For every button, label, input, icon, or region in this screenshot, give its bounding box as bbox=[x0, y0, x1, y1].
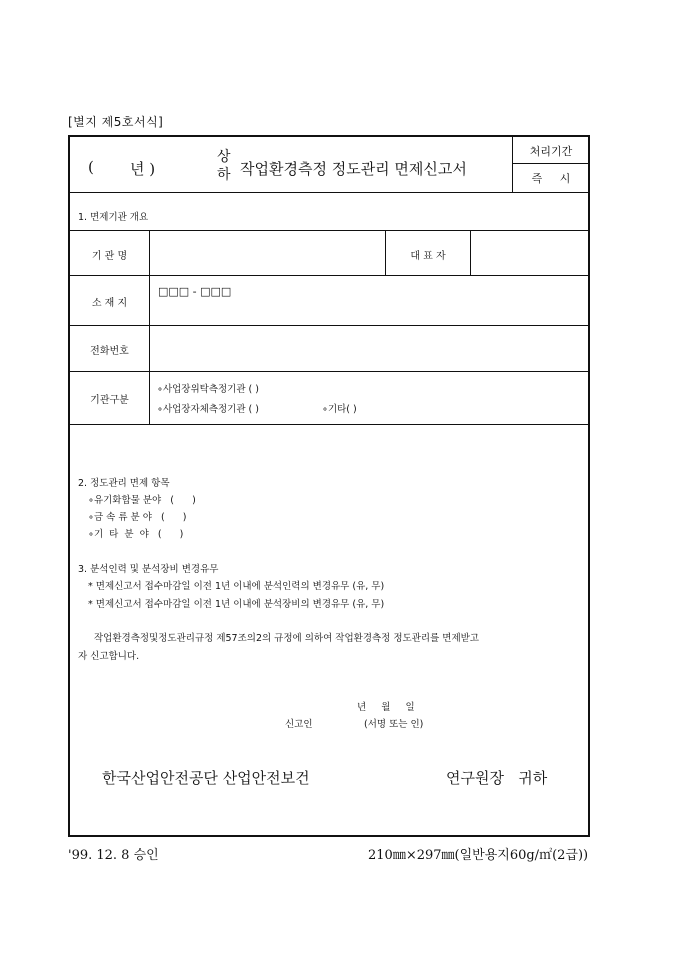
phone-value bbox=[151, 327, 588, 370]
exempt-item-other: ∘기 타 분 야 ( ) bbox=[88, 529, 184, 540]
declaration-line1: 작업환경측정및정도관리규정 제57조의2의 규정에 의하여 작업환경측정 정도관리를 면제받고 bbox=[94, 633, 479, 644]
year-prefix: ( bbox=[88, 158, 94, 176]
header-bottom-line bbox=[69, 192, 589, 193]
period-hline bbox=[512, 163, 589, 164]
addressee-org: 한국산업안전공단 산업안전보건 bbox=[102, 769, 310, 787]
rep-col-line-right bbox=[470, 230, 471, 275]
half-bottom: 하 bbox=[217, 167, 231, 183]
address-label: 소 재 지 bbox=[91, 298, 128, 309]
approval-date: '99. 12. 8 승인 bbox=[68, 848, 159, 863]
exempt-item-metals: ∘금 속 류 분 야 ( ) bbox=[88, 512, 187, 523]
org-type-label: 기관구분 bbox=[90, 395, 129, 406]
representative-label: 대 표 자 bbox=[410, 251, 446, 262]
row2-line bbox=[69, 325, 589, 326]
row3-line bbox=[69, 371, 589, 372]
table-top-line bbox=[69, 230, 589, 231]
representative-value bbox=[472, 232, 588, 274]
exempt-item-organic: ∘유기화합물 분야 ( ) bbox=[88, 495, 196, 506]
section1-heading: 1. 면제기관 개요 bbox=[78, 212, 149, 223]
org-name-value bbox=[151, 232, 384, 274]
form-label: [별지 제5호서식] bbox=[68, 115, 164, 129]
org-type-option-inhouse: ∘사업장자체측정기관 ( ) bbox=[157, 404, 259, 415]
declaration-line2: 자 신고합니다. bbox=[78, 651, 140, 662]
form-title: 작업환경측정 정도관리 면제신고서 bbox=[240, 160, 467, 178]
processing-period-value: 즉 시 bbox=[531, 172, 571, 185]
section2-heading: 2. 정도관리 면제 항목 bbox=[78, 478, 170, 489]
paper-spec: 210㎜×297㎜(일반용지60g/㎡(2급)) bbox=[368, 848, 589, 863]
change-item-personnel: * 면제신고서 접수마감일 이전 1년 이내에 분석인력의 변경유무 (유, 무) bbox=[88, 581, 385, 592]
half-top: 상 bbox=[217, 149, 231, 165]
reporter-label: 신고인 bbox=[285, 719, 313, 730]
addressee-title: 연구원장 귀하 bbox=[446, 769, 548, 787]
org-type-option-other: ∘기타( ) bbox=[322, 404, 357, 415]
org-type-option-outsourced: ∘사업장위탁측정기관 ( ) bbox=[157, 384, 259, 395]
label-col-line bbox=[149, 230, 150, 424]
org-name-label: 기 관 명 bbox=[91, 251, 128, 262]
phone-label: 전화번호 bbox=[90, 346, 129, 357]
change-item-equipment: * 면제신고서 접수마감일 이전 1년 이내에 분석장비의 변경유무 (유, 무) bbox=[88, 599, 385, 610]
signature-date: 년 월 일 bbox=[357, 702, 415, 713]
year-suffix: 년 ) bbox=[130, 160, 156, 178]
processing-period-label: 처리기간 bbox=[529, 145, 573, 158]
section3-heading: 3. 분석인력 및 분석장비 변경유무 bbox=[78, 564, 219, 575]
postal-code-field: □□□ - □□□ bbox=[158, 285, 232, 298]
row1-line bbox=[69, 275, 589, 276]
row4-line bbox=[69, 424, 589, 425]
sign-note: (서명 또는 인) bbox=[364, 719, 424, 730]
